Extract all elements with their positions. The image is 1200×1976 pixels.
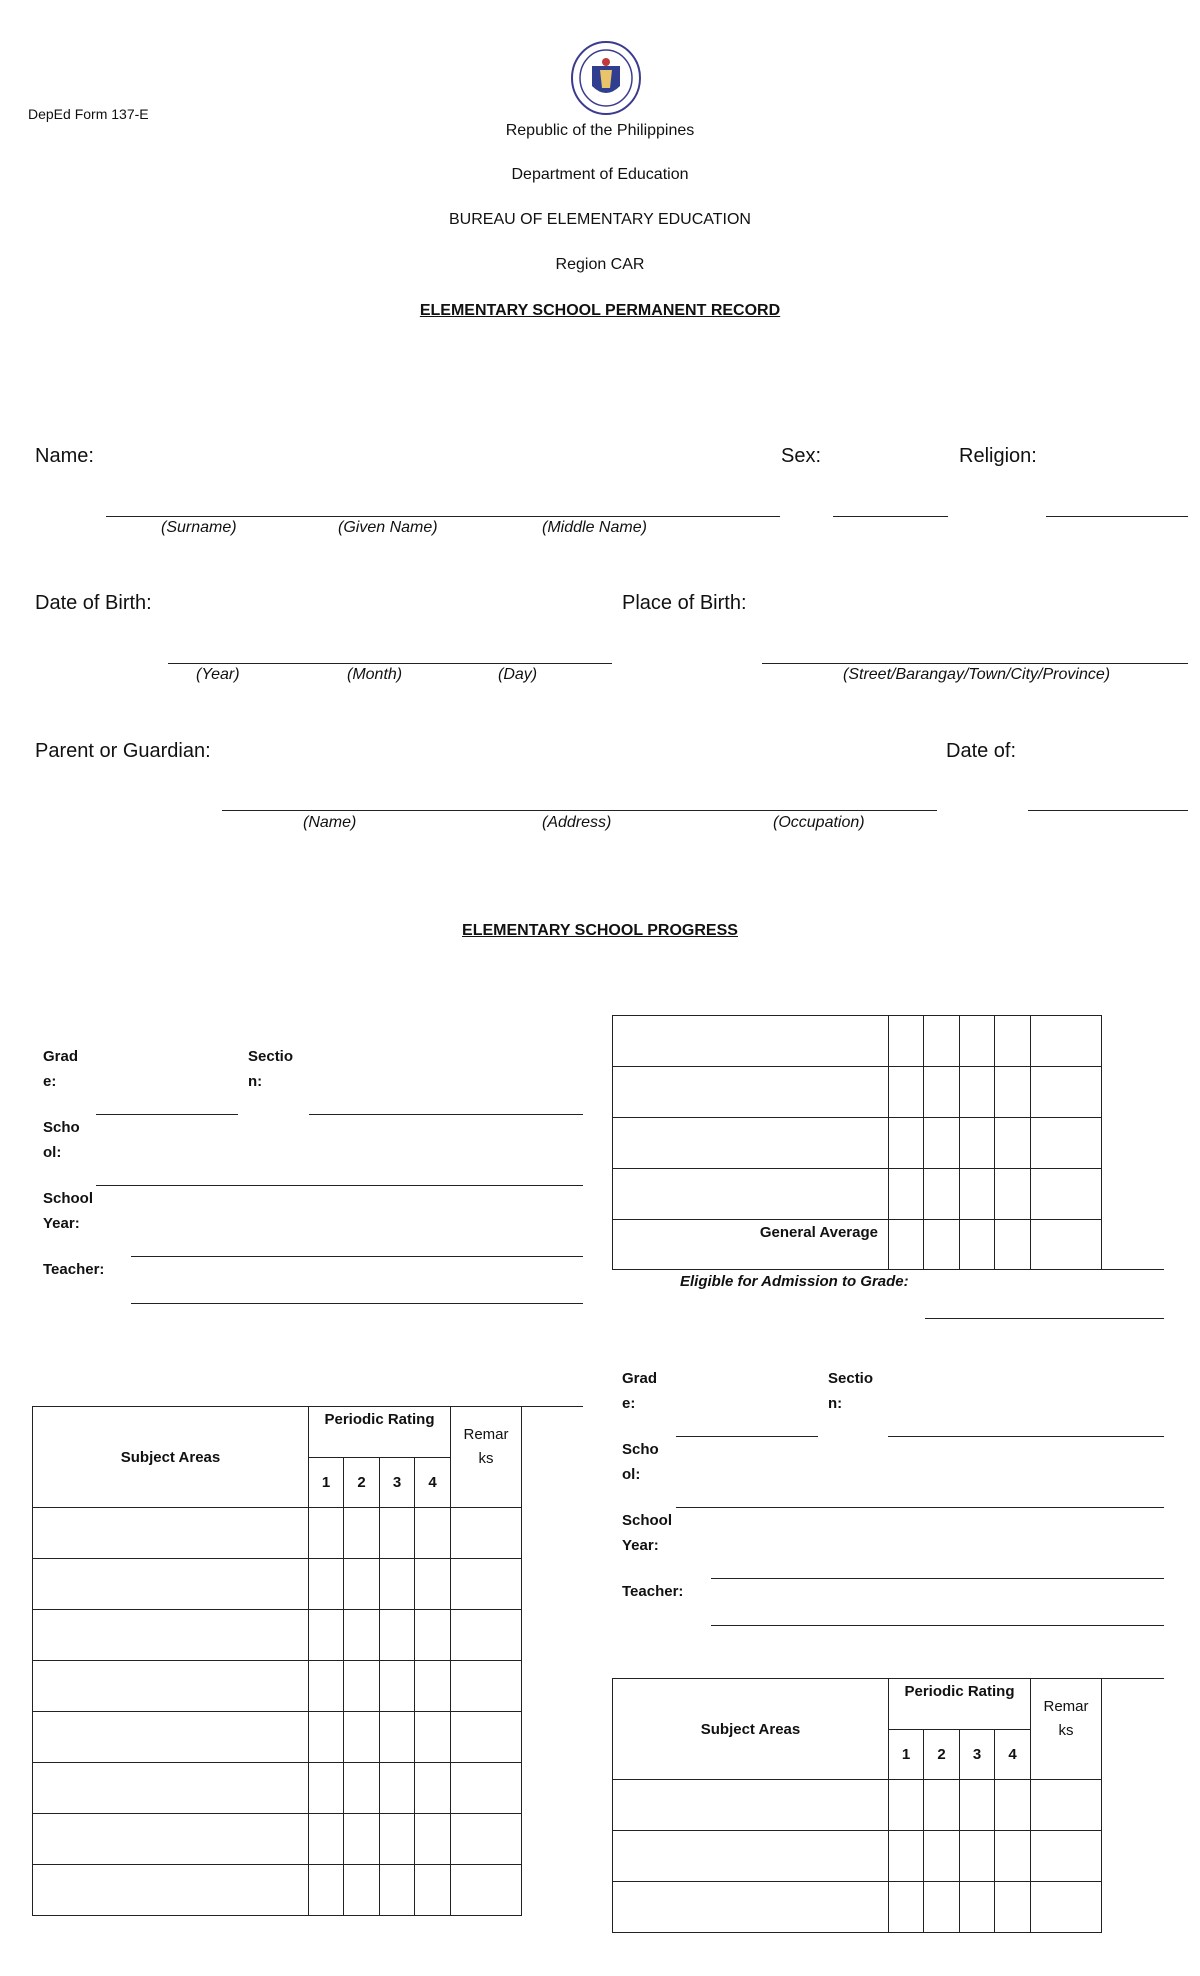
guardian-occupation-hint: (Occupation): [773, 814, 865, 831]
year-hint: (Year): [196, 666, 240, 683]
table-row: [33, 1712, 522, 1763]
right-teacher-label: Teacher:: [622, 1583, 684, 1600]
left-rating-table: [32, 1406, 522, 1916]
guardian-address-hint: (Address): [542, 814, 612, 831]
quarter-1-header: 1: [889, 1730, 924, 1780]
eligible-field[interactable]: [925, 1318, 1164, 1319]
summary-table: [612, 1015, 1102, 1270]
left-school-label: Scho ol:: [43, 1119, 80, 1161]
pob-label: Place of Birth:: [622, 592, 747, 614]
right-grade-label: Grad e:: [622, 1370, 658, 1412]
subject-areas-header: Subject Areas: [613, 1679, 889, 1780]
quarter-2-header: 2: [924, 1730, 960, 1780]
table-row: [613, 1882, 1102, 1933]
left-school-field[interactable]: [96, 1185, 583, 1186]
table-row: [613, 1118, 1102, 1169]
page-title: ELEMENTARY SCHOOL PERMANENT RECORD: [419, 302, 781, 319]
table-row: [613, 1169, 1102, 1220]
right-school-year-field[interactable]: [711, 1578, 1164, 1579]
right-rating-table: [612, 1678, 1102, 1933]
sex-label: Sex:: [781, 445, 822, 467]
left-teacher-label: Teacher:: [43, 1261, 105, 1278]
periodic-rating-header: Periodic Rating: [309, 1407, 451, 1458]
pob-field[interactable]: [762, 663, 1188, 664]
table-row: [613, 1780, 1102, 1831]
address-hint: (Street/Barangay/Town/City/Province): [843, 666, 1111, 683]
day-hint: (Day): [498, 666, 538, 683]
quarter-3-header: 3: [960, 1730, 995, 1780]
left-table-extension-line: [521, 1406, 583, 1407]
table-row: [613, 1831, 1102, 1882]
right-school-field[interactable]: [676, 1507, 1164, 1508]
right-section-field[interactable]: [888, 1436, 1164, 1437]
religion-label: Religion:: [959, 445, 1037, 467]
name-label: Name:: [35, 445, 94, 467]
header-department: Department of Education: [511, 166, 689, 183]
left-section-field[interactable]: [309, 1114, 583, 1115]
month-hint: (Month): [347, 666, 403, 683]
left-section-label: Sectio n:: [248, 1048, 294, 1090]
remarks-header: Remar ks: [1031, 1679, 1102, 1780]
religion-field[interactable]: [1046, 516, 1188, 517]
table-row: [613, 1067, 1102, 1118]
table-row: [33, 1559, 522, 1610]
table-extension-line: [1102, 1269, 1164, 1270]
form-code: DepEd Form 137-E: [28, 106, 149, 122]
periodic-rating-header: Periodic Rating: [889, 1679, 1031, 1730]
right-school-label: Scho ol:: [622, 1441, 659, 1483]
quarter-3-header: 3: [380, 1458, 415, 1508]
deped-seal-icon: [570, 40, 642, 116]
guardian-label: Parent or Guardian:: [35, 740, 211, 762]
remarks-header: Remar ks: [451, 1407, 522, 1508]
right-teacher-field[interactable]: [711, 1625, 1164, 1626]
quarter-4-header: 4: [995, 1730, 1031, 1780]
table-row: [33, 1763, 522, 1814]
header-region: Region CAR: [555, 256, 645, 273]
header-republic: Republic of the Philippines: [505, 122, 695, 139]
subject-areas-header: Subject Areas: [33, 1407, 309, 1508]
middle-name-hint: (Middle Name): [542, 519, 647, 536]
eligible-label: Eligible for Admission to Grade:: [680, 1273, 909, 1290]
given-name-hint: (Given Name): [338, 519, 438, 536]
right-section-label: Sectio n:: [828, 1370, 874, 1412]
quarter-2-header: 2: [344, 1458, 380, 1508]
left-school-year-label: School Year:: [43, 1190, 94, 1232]
right-table-extension-line: [1102, 1678, 1164, 1679]
table-row: [33, 1661, 522, 1712]
general-average-row: [613, 1220, 1102, 1270]
left-teacher-field[interactable]: [131, 1303, 583, 1304]
name-field[interactable]: [106, 516, 780, 517]
left-grade-field[interactable]: [96, 1114, 238, 1115]
dob-field[interactable]: [168, 663, 612, 664]
left-school-year-field[interactable]: [131, 1256, 583, 1257]
guardian-name-hint: (Name): [303, 814, 357, 831]
surname-hint: (Surname): [161, 519, 237, 536]
table-row: [33, 1865, 522, 1916]
sex-field[interactable]: [833, 516, 948, 517]
table-row: [613, 1016, 1102, 1067]
table-row: [33, 1814, 522, 1865]
left-grade-label: Grad e:: [43, 1048, 79, 1090]
date-of-label: Date of:: [946, 740, 1017, 762]
quarter-1-header: 1: [309, 1458, 344, 1508]
quarter-4-header: 4: [415, 1458, 451, 1508]
table-row: [33, 1508, 522, 1559]
general-average-label: General Average: [613, 1220, 889, 1270]
progress-title: ELEMENTARY SCHOOL PROGRESS: [462, 922, 738, 939]
dob-label: Date of Birth:: [35, 592, 152, 614]
right-grade-field[interactable]: [676, 1436, 818, 1437]
right-school-year-label: School Year:: [622, 1512, 673, 1554]
date-of-field[interactable]: [1028, 810, 1188, 811]
table-row: [33, 1610, 522, 1661]
header-bureau: BUREAU OF ELEMENTARY EDUCATION: [449, 211, 751, 228]
guardian-field[interactable]: [222, 810, 937, 811]
